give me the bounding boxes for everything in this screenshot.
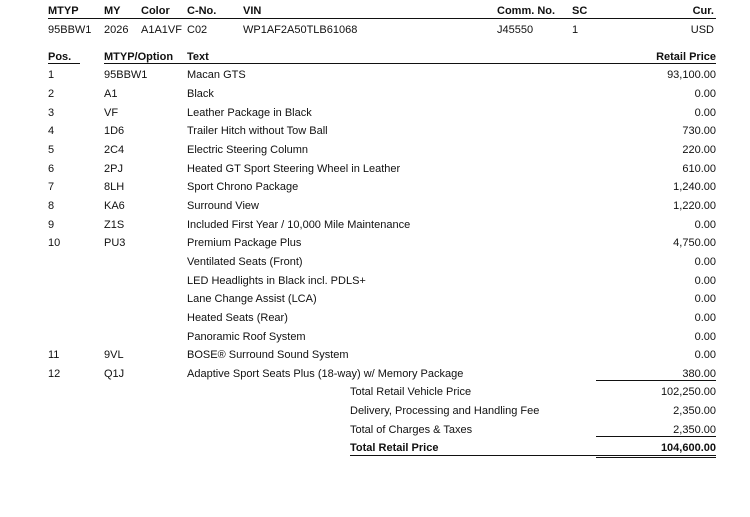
grand-total-rule-top — [350, 455, 716, 456]
item-price: 4,750.00 — [673, 237, 716, 249]
item-price: 730.00 — [682, 125, 716, 137]
item-text: Leather Package in Black — [187, 107, 312, 119]
total-value: 2,350.00 — [673, 424, 716, 436]
item-price: 0.00 — [694, 219, 716, 231]
grand-total-label: Total Retail Price — [350, 442, 439, 454]
header-color: Color — [141, 5, 170, 17]
item-text: BOSE® Surround Sound System — [187, 349, 349, 361]
item-code: KA6 — [104, 200, 125, 212]
item-pos: 1 — [48, 69, 55, 81]
value-vin: WP1AF2A50TLB61068 — [243, 24, 358, 36]
item-code: 2C4 — [104, 144, 125, 156]
item-price: 0.00 — [694, 256, 716, 268]
item-pos: 5 — [48, 144, 55, 156]
items-header-pos: Pos. — [48, 51, 72, 63]
items-header-rule — [104, 63, 716, 64]
item-price: 0.00 — [694, 88, 716, 100]
item-pos: 3 — [48, 107, 55, 119]
item-code: Q1J — [104, 368, 125, 380]
item-pos: 4 — [48, 125, 55, 137]
item-pos: 10 — [48, 237, 61, 249]
item-text: Electric Steering Column — [187, 144, 309, 156]
value-color: A1A1VF — [141, 24, 182, 36]
item-text: Black — [187, 88, 214, 100]
item-price: 0.00 — [694, 331, 716, 343]
item-text: Heated GT Sport Steering Wheel in Leather — [187, 163, 401, 175]
header-mtyp: MTYP — [48, 5, 79, 17]
item-subtext: Lane Change Assist (LCA) — [187, 293, 317, 305]
item-price: 0.00 — [694, 293, 716, 305]
item-text: Premium Package Plus — [187, 237, 302, 249]
item-code: Z1S — [104, 219, 125, 231]
items-header-text: Text — [187, 51, 209, 63]
item-code: 9VL — [104, 349, 124, 361]
item-code: 2PJ — [104, 163, 123, 175]
value-mtyp: 95BBW1 — [48, 24, 92, 36]
items-header-code: MTYP/Option — [104, 51, 174, 63]
item-text: Trailer Hitch without Tow Ball — [187, 125, 328, 137]
item-pos: 9 — [48, 219, 55, 231]
item-code: 95BBW1 — [104, 69, 148, 81]
item-pos: 12 — [48, 368, 61, 380]
total-value: 102,250.00 — [660, 386, 716, 398]
item-text: Adaptive Sport Seats Plus (18-way) w/ Memory Package — [187, 368, 464, 380]
item-code: 8LH — [104, 181, 125, 193]
item-code: 1D6 — [104, 125, 125, 137]
subtotal-rule — [596, 380, 716, 381]
header-rule — [48, 18, 716, 19]
total-label: Total Retail Vehicle Price — [350, 386, 472, 398]
item-text: Sport Chrono Package — [187, 181, 299, 193]
item-code: PU3 — [104, 237, 126, 249]
value-c-no: C02 — [187, 24, 208, 36]
item-price: 610.00 — [682, 163, 716, 175]
header-vin: VIN — [243, 5, 262, 17]
item-price: 0.00 — [694, 312, 716, 324]
header-currency: Cur. — [692, 5, 714, 17]
item-price: 0.00 — [694, 107, 716, 119]
item-pos: 8 — [48, 200, 55, 212]
item-text: Macan GTS — [187, 69, 246, 81]
item-price: 220.00 — [682, 144, 716, 156]
item-pos: 7 — [48, 181, 55, 193]
item-price: 1,240.00 — [673, 181, 716, 193]
header-comm-no: Comm. No. — [497, 5, 556, 17]
item-text: Included First Year / 10,000 Mile Maintenance — [187, 219, 411, 231]
value-my: 2026 — [104, 24, 129, 36]
grand-total-value: 104,600.00 — [660, 442, 716, 454]
item-subtext: LED Headlights in Black incl. PDLS+ — [187, 275, 366, 287]
item-pos: 2 — [48, 88, 55, 100]
item-price: 0.00 — [694, 275, 716, 287]
header-my: MY — [104, 5, 121, 17]
item-pos: 6 — [48, 163, 55, 175]
item-pos: 11 — [48, 349, 60, 361]
header-sc: SC — [572, 5, 588, 17]
item-price: 380.00 — [682, 368, 716, 380]
value-currency: USD — [690, 24, 714, 36]
value-sc: 1 — [572, 24, 579, 36]
items-header-price: Retail Price — [656, 51, 716, 63]
total-value: 2,350.00 — [673, 405, 716, 417]
item-code: VF — [104, 107, 119, 119]
total-label: Delivery, Processing and Handling Fee — [350, 405, 540, 417]
total-label: Total of Charges & Taxes — [350, 424, 473, 436]
item-subtext: Ventilated Seats (Front) — [187, 256, 303, 268]
item-price: 1,220.00 — [673, 200, 716, 212]
item-price: 93,100.00 — [667, 69, 716, 81]
item-price: 0.00 — [694, 349, 716, 361]
item-code: A1 — [104, 88, 118, 100]
pos-underline — [48, 63, 80, 64]
grand-total-rule-bottom — [596, 457, 716, 458]
value-comm-no: J45550 — [497, 24, 534, 36]
item-subtext: Panoramic Roof System — [187, 331, 306, 343]
item-text: Surround View — [187, 200, 259, 212]
header-c-no: C-No. — [187, 5, 217, 17]
charges-rule — [596, 436, 716, 437]
item-subtext: Heated Seats (Rear) — [187, 312, 288, 324]
